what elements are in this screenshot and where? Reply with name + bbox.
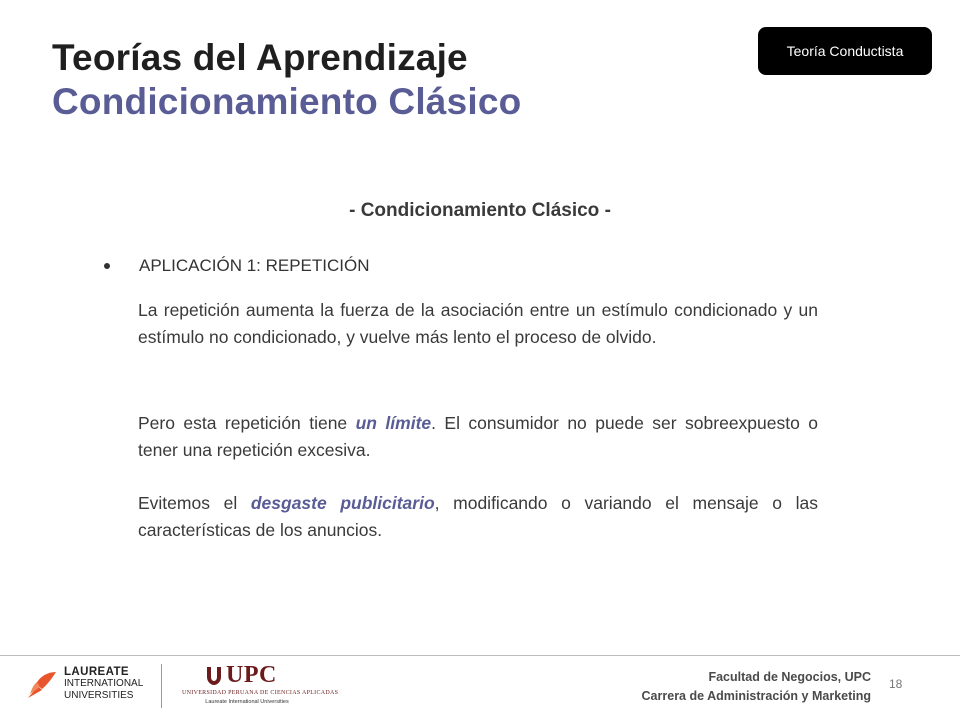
upc-full-name: UNIVERSIDAD PERUANA DE CIENCIAS APLICADAS <box>182 690 339 696</box>
laureate-line3: UNIVERSITIES <box>64 690 134 701</box>
laureate-logo-icon <box>26 670 58 700</box>
bullet-label: APLICACIÓN 1: REPETICIÓN <box>139 256 370 275</box>
page-number: 18 <box>889 677 903 691</box>
emphasis-wearout: desgaste publicitario <box>250 493 435 513</box>
slide-subtitle: Condicionamiento Clásico <box>52 81 522 122</box>
footer-credits <box>642 668 871 706</box>
footer-faculty: Facultad de Negocios, UPC <box>708 670 871 684</box>
laureate-wordmark <box>64 666 143 702</box>
section-heading: - Condicionamiento Clásico - <box>349 200 611 221</box>
laureate-name: LAUREATE <box>64 666 129 678</box>
emphasis-limit: un límite <box>355 413 432 433</box>
paragraph-wearout-text-a: Evitemos el <box>138 493 251 513</box>
paragraph-limit-text-b: . El consumidor no puede ser sobreexpuesto o tener una repetición excesiva. <box>138 413 819 460</box>
slide-title-block <box>52 36 521 124</box>
topic-badge: Teoría Conductista <box>758 27 932 75</box>
paragraph-repetition: La repetición aumenta la fuerza de la asociación entre un estímulo condicionado y un estímulo no condicionado, y vuelve más lento el proceso de olvido. <box>138 300 818 347</box>
bullet-dot-icon <box>104 263 110 269</box>
paragraph-limit-text-a: Pero esta repetición tiene <box>138 413 356 433</box>
footer-career: Carrera de Administración y Marketing <box>641 689 871 703</box>
laureate-line2: INTERNATIONAL <box>64 678 144 689</box>
slide-title: Teorías del Aprendizaje <box>52 37 468 78</box>
footer-divider <box>0 655 960 656</box>
bullet-item <box>104 256 370 276</box>
upc-emblem-icon <box>204 664 224 688</box>
upc-name: UPC <box>226 662 277 688</box>
upc-network: Laureate International Universities <box>205 699 289 705</box>
logo-separator <box>161 664 162 708</box>
paragraph-wearout <box>138 490 818 544</box>
paragraph-wearout-text-b: , modificando o variando el mensaje o las características de los anuncios. <box>138 493 818 540</box>
paragraph-limit <box>138 410 818 464</box>
